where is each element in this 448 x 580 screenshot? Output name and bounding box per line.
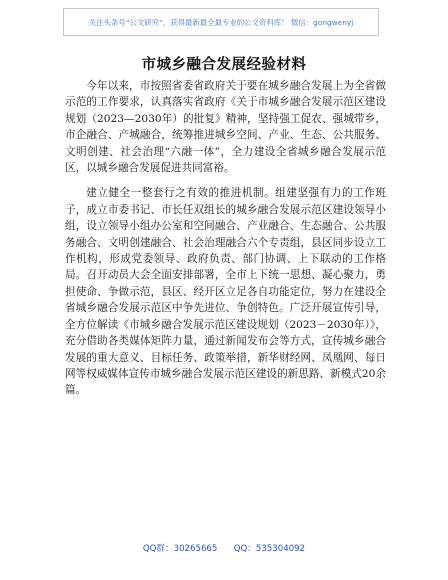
document-body	[65, 78, 386, 399]
promo-banner-text: 关注头条号“公文研究”，获得最新最全最专业的公文资料库！ 微信：gongwenyj	[88, 17, 354, 27]
document-title: 市城乡融合发展经验材料	[141, 57, 307, 73]
paragraph-mechanism: 建立健全一整套行之有效的推进机制。组建坚强有力的工作班子，成立市委书记、市长任双组长的城乡融合发展示范区建设领导小组，设立领导小组办公室和空间融合、产业融合、生态融合、公共服务融合、文明创建融合、社会治理融合六个专责组，县区同步设立工作机构，形成党委领导、政府负责、部门协调、上下联动的工作格局。召开动员大会全面安排部署，全市上下统一思想、凝心聚力，勇担使命、争做示范，县区、经开区立足各自功能定位，努力在建设全省城乡融合发展示范区中争先进位、争创特色。广泛开展宣传引导，全方位解读《市城乡融合发展示范区建设规划（2023－2030年）》，充分借助各类媒体矩阵力量，通过新闻发布会等方式，宣传城乡融合发展的重大意义、目标任务、政策举措，新华财经网、凤凰网、每日网等权威媒体宣传市城乡融合发展示范区建设的新思路、新模式20余篇。	[65, 187, 386, 397]
promo-banner	[63, 8, 379, 36]
contact-footer: QQ群：30265665 QQ：535304092	[142, 544, 306, 554]
paragraph-intro: 今年以来，市按照省委省政府关于要在城乡融合发展上为全省做示范的工作要求，认真落实省政府《关于市城乡融合发展示范区建设规划（2023—2030年）的批复》精神，坚持强工促农、强城带乡，市企融合、产城融合，统筹推进城乡空间、产业、生态、公共服务、文明创建、社会治理“六融一体”，全力建设全省城乡融合发展示范区，以城乡融合发展促进共同富裕。	[65, 80, 386, 175]
